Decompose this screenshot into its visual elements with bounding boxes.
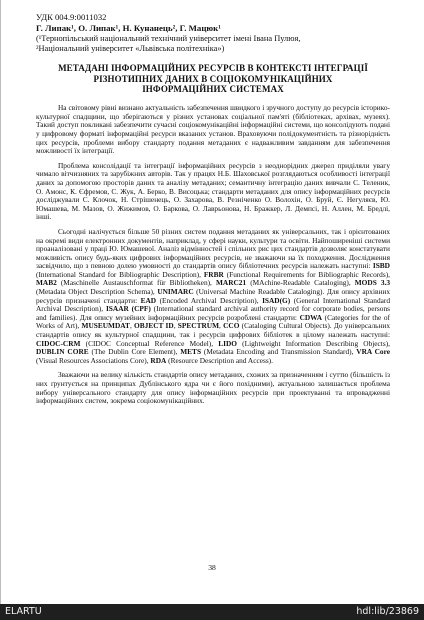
title-line-1: МЕТАДАНІ ІНФОРМАЦІЙНИХ РЕСУРСІВ В КОНТЕКСТІ ІНТЕГРАЦІЇ (58, 62, 368, 73)
viewer-footer (0, 604, 424, 620)
paragraph-3-text: (Metadata Encoding and Transmission Standard), (201, 347, 357, 357)
title-line-3: ІНФОРМАЦІЙНИХ СИСТЕМАХ (142, 84, 284, 95)
standard-name: SPECTRUM (177, 321, 220, 331)
standard-name: EAD (140, 295, 157, 305)
standard-name: ISAD(G) (262, 295, 291, 305)
paragraph-3-text: (Visual Resources Associations Core), (36, 355, 151, 365)
standard-name: VRA Core (356, 347, 390, 357)
authors-line: Г. Липак¹, О. Липак¹, Н. Кунанець², Г. Мацюк¹ (36, 23, 221, 33)
paragraph-4: Зважаючи на велику кількість стандартів опису метаданих, схожих за призначенням і суттю (більшість із них ґрунтується на принципах Дублінського ядра чи є його похідними), актуальною залишається проблема вибору універсального стандарту для опису інформаційних ресурсів при проектуванні та впровадженні інформаційних систем, зокрема соціокомунікаційних. (36, 370, 390, 406)
standard-name: ISAAR (CPF) (105, 304, 151, 314)
paragraph-3-text: Сьогодні налічується більше 50 різних систем подання метаданих як універсальних, так і орієнтованих на окремі види електронних документів, наприклад, у сфері науки, культури та освіти. Найпоширеніші системи проаналізовані у праці Ю. Юмашевої. Аналіз відмінностей і спільних рис цих стандартів дозволяє констатувати можливість опису будь-яких цифрових інформаційних ресурсів, не зважаючи на їх походження. Дослідження засвідчило, що з певною долею умовності до стандартів опису бібліотечних ресурсів належать наступні: (36, 226, 390, 271)
paragraph-3-text: (Cataloging Cultural Objects). До універсальних стандартів опису як культурної спадщини, так і ресурсів цифрових бібліотек в цілому належать наступні: (36, 321, 391, 340)
standard-name: DUBLIN CORE (36, 347, 89, 357)
paragraph-3-text: (The Dublin Core Element), (88, 347, 181, 357)
udc-code: УДК 004.9:0011032 (36, 12, 107, 22)
standard-name: CCO (223, 321, 240, 331)
paper-title (36, 63, 390, 95)
paragraph-3-text: (General International Standard Archival Description), (36, 295, 390, 314)
standard-name: ISBD (372, 261, 390, 271)
page-content (36, 12, 390, 406)
affiliation-line-2: ²Національний університет «Львівська політехніка») (36, 44, 225, 54)
paragraph-2: Проблема консолідації та інтеграції інформаційних ресурсів з неоднорідних джерел приділяли увагу чимало вітчизняних та зарубіжних авторів. Так у працях Н.Б. Шаховської розглядаються особливості інтеграції даних за допомогою просторів даних та аналізу метаданих; семантичну інтеграцію даних вивчали С. Теленик, О. Амонс, К. Єфремов, С. Жук, А. Берко, В. Висоцька; стандарти метаданих для опису інформаційних ресурсів досліджували С. Клочок, Н. Стрішенець, О. Захарова, В. Резніченко О. Волохін, О. Бруй, Є. Негуляєв, Ю. Юмашева, М. Мазов, О. Жижимов, О. Баркова, О. Лаврьонова, Н. Бражкер, Л. Демпсі, Н. Аллен, М. Бредлі, інші. (36, 160, 390, 222)
standard-name: OBJECT ID (134, 321, 174, 331)
standard-name: MUSEUMDAT (81, 321, 130, 331)
paragraph-1: На світовому рівні визнано актуальність забезпечення швидкого і зручного доступу до ресурсів історико-культурної спадщини, що зберігаються у різних установах соціальної пам'яті (бібліотеках, архівах, музеях). Такий доступ покликані забезпечити сучасні соціокомунікаційні інформаційні системи, що консолідують подані у цифровому форматі інформаційні ресурси вказаних установ. Враховуючи полідокументність та різнорідність цих ресурсів, проблеми вибору стандарту подання метаданих є надважливим завданням для забезпечення можливості їх інтеграції. (36, 103, 390, 156)
paragraph-3-text: , (219, 321, 224, 331)
standard-name: MARC21 (215, 278, 247, 288)
standard-name: CIDOC-CRM (36, 338, 81, 348)
paragraph-3-text: (Universal Machine Readable Cataloging). Для опису архівних ресурсів призначені стандарти: (36, 287, 390, 305)
paragraph-3-text: (Resource Description and Access). (166, 355, 273, 365)
paragraph-3-text: (Lightweight Information Describing Objects), (237, 338, 390, 348)
standard-name: UNIMARC (157, 287, 194, 297)
repository-label: ELARTU (5, 606, 42, 617)
title-line-2: РІЗНОТИПНИХ ДАНИХ В СОЦІОКОМУНІКАЦІЙНИХ (93, 73, 333, 84)
paragraph-3-text: (Maschinelle Austauschformat für Bibliotheken), (56, 278, 216, 288)
paragraph-3-text: (CIDOC Conceptual Reference Model), (80, 338, 219, 348)
standard-name: MAB2 (36, 278, 57, 288)
page-number: 38 (208, 563, 216, 572)
standard-name: MODS 3.3 (354, 278, 391, 288)
standard-name: CDWA (299, 312, 323, 322)
paragraph-3-text: (Functional Requirements for Bibliographic Records), (223, 269, 390, 279)
paragraph-3-text: (International Standard for Bibliographic Description), (36, 269, 204, 279)
standard-name: LIDO (218, 338, 237, 348)
paragraph-3-text: (MAchine-Readable Cataloging), (246, 278, 355, 288)
paragraph-3-text: (Metadata Object Description Schema), (36, 287, 158, 297)
paragraph-3-text: (Encoded Archival Description), (156, 295, 263, 305)
affiliation-line-1: (¹Тернопільський національний технічний університет імені Івана Пулюя, (36, 34, 301, 43)
paragraph-3-text: (Categories for the of Works of Art), (36, 312, 390, 331)
handle-label: hdl:lib/23869 (356, 606, 419, 617)
standard-name: RDA (150, 355, 167, 365)
paragraph-3 (36, 228, 390, 366)
paragraph-3-text: (International standard archival authority record for corporate bodies, persons and families). Для опису музейних інформаційних ресурсів розроблені стандарти: (36, 304, 390, 322)
standard-name: METS (180, 347, 202, 357)
standard-name: FRBR (203, 269, 224, 279)
paper-body (36, 104, 390, 406)
paragraph-3-text: , (129, 321, 135, 331)
paragraph-3-text: , (173, 321, 178, 331)
